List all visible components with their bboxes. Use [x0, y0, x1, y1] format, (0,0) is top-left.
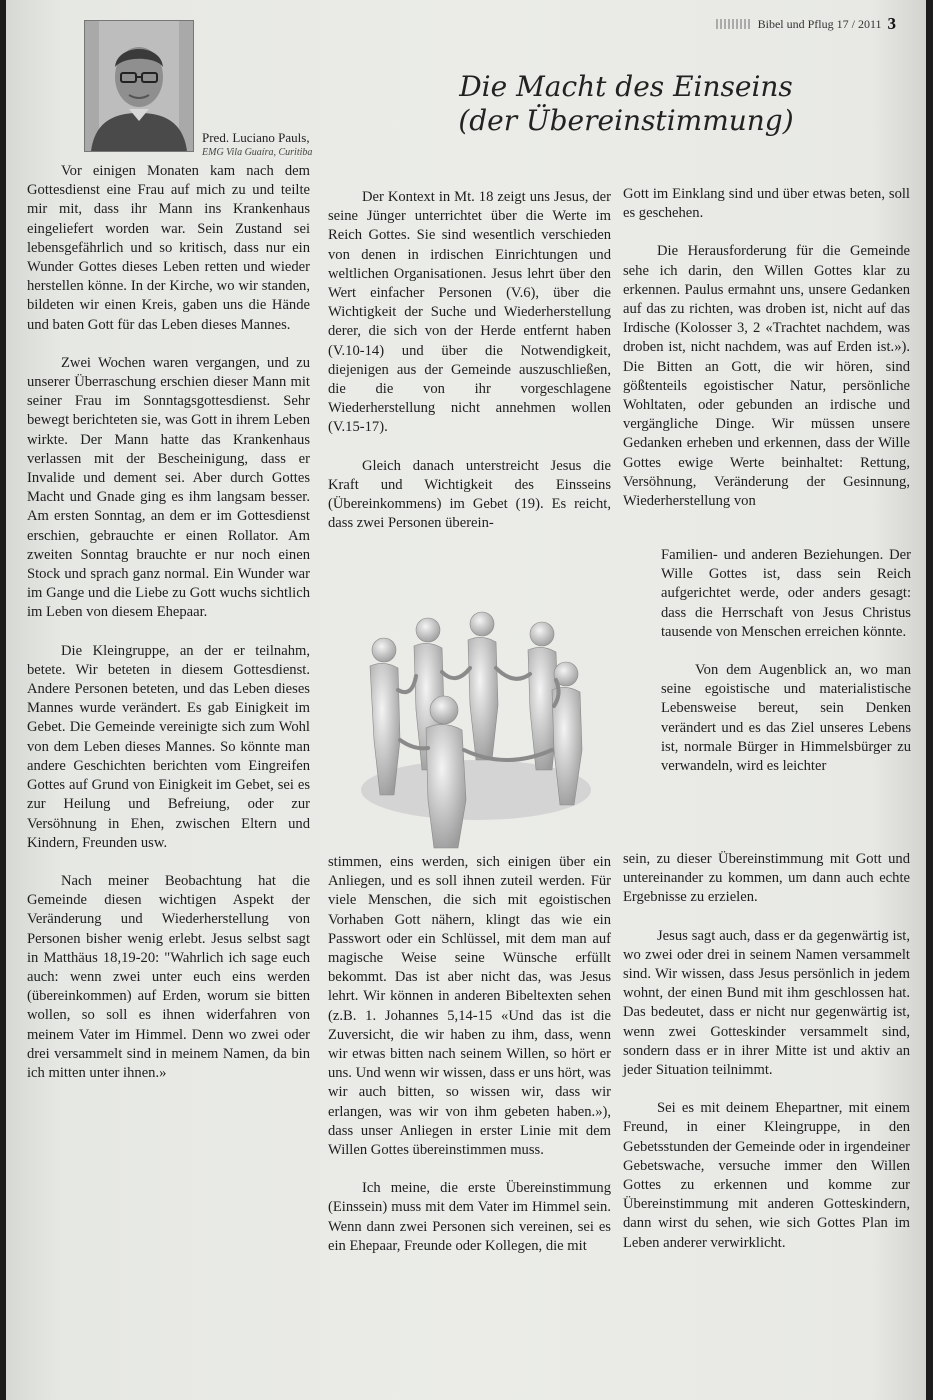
author-credit [202, 130, 312, 160]
author-name: Pred. Luciano Pauls, [202, 130, 310, 145]
paragraph: Die Herausforderung für die Gemeinde sehe ich darin, den Willen Gottes klar zu erkennen. Paulus ermahnt uns, unsere Gedanken auf das zu richten, was droben ist, nicht auf das Irdische (Kolosser 3, 2 «Trachtet nachdem, was droben ist, nicht nachdem, was auf Erden ist.»). Die Bitten an Gott, die wir hören, sind gößtenteils egoistischer Natur, persönliche Wohltaten, oder gebunden an irdische und vergängliche Dinge. Wir müssen unsere Gedanken erheben und erkennen, dass der Wille Gottes ewige Werte beinhaltet: Rettung, Versöhnung, Veränderung der Gesinnung, Wiederherstellung von [623, 243, 910, 510]
column-3-indented [661, 546, 911, 776]
circle-of-figures-icon [336, 590, 606, 850]
column-3-top [623, 185, 910, 511]
page-number: 3 [887, 14, 896, 33]
column-1 [27, 162, 310, 1083]
header-bar-decoration [716, 19, 752, 29]
paragraph: Die Kleingruppe, an der er teilnahm, betete. Wir beteten in diesem Gottesdienst. Andere Personen beteten, und das Leben dieses Mannes wurde verändert. Es gab Einigkeit im Gebet. Die Gemeinde vereinigte sich zum Wohl von dem Leben dieses Mannes. So könnte man andere Geschichten berichten vom Eingreifen Gottes auf Grund von Einigkeit im Gebet, sei es zur Heilung und Befreiung, oder zur Versöhnung in Ehen, zwischen Eltern und Kindern, Freunden usw. [27, 642, 310, 851]
column-2-bottom [328, 853, 611, 1256]
paragraph: Jesus sagt auch, dass er da gegenwärtig ist, wo zwei oder drei in seinem Namen versammelt sind. Wir wissen, dass Jesus persönlich in jedem wohnt, der einen Bund mit ihm geschlossen hat. Das bedeutet, dass er nicht nur gegenwärtig ist, wenn zwei Gotteskinder versammelt sind, sondern dass er in ihrer Mitte ist und aktiv an jeder Situation teilnimmt. [623, 927, 910, 1079]
page-header [716, 14, 896, 34]
paragraph: Der Kontext in Mt. 18 zeigt uns Jesus, der seine Jünger unterrichtet über die Werte im Reich Gottes. Sie sind wesentlich verschieden von denen in irdischen Einrichtungen und weltlichen Organisationen. Jesus lehrt über den Wert einfacher Personen (V.6), über die Wichtigkeit der Suche und Wiederherstellung derer, die sich von der Herde entfernt haben (V.10-14) und über die Notwendigkeit, diejenigen aus der Gemeinde auszuschließen, die die von ihr vorgeschlagene Wiederherstellung nicht annehmen wollen (V.15-17). [328, 189, 611, 436]
column-3-bottom [623, 850, 910, 1253]
magazine-page [6, 0, 926, 1400]
publication-name: Bibel und Pflug 17 / 2011 [757, 16, 882, 31]
paragraph: Nach meiner Beobachtung hat die Gemeinde diesen wichtigen Aspekt der Veränderung und Wiederherstellung von Personen bisher wenig erlebt. Jesus selbst sagt in Matthäus 18,19-20: "Wahrlich ich sage euch auch: wenn zwei unter euch eins werden (übereinkommen) auf Erden, worum sie bitten wollen, so soll es ihnen widerfahren von meinem Vater im Himmel. Denn wo zwei oder drei versammelt sind in meinem Namen, da bin ich mitten unter ihnen.» [27, 872, 310, 1081]
paragraph: Familien- und anderen Beziehungen. Der Wille Gottes ist, dass sein Reich aufgerichtet werde, oder anders gesagt: dass die Herrschaft von Jesus Christus tausende von Menschen erreichen könnte. [661, 547, 911, 640]
article-title-line1: Die Macht des Einseins [459, 70, 793, 103]
article-illustration [336, 590, 606, 850]
paragraph: Zwei Wochen waren vergangen, und zu unserer Überraschung erschien dieser Mann mit seiner Frau im Sonntagsgottesdienst. Sehr bewegt berichteten sie, was Gott in ihrem Leben wirkte. Der Mann hatte das Krankenhaus verlassen mit der Bescheinigung, dass er Invalide und dement sei. Aber durch Gottes Macht und Gnade ging es ihm langsam besser. Am ersten Sonntag, an dem er im Gottesdienst erschien, gebrauchte er einen Rollator. Am zweiten Sonntag brauchte er nur noch einen Stock und sprach ganz normal. Ein Wunder war im Gange und die Liebe zu Gott wuchs sichtlich im Leben von diesem Ehepaar. [27, 354, 310, 621]
author-portrait-icon [85, 21, 193, 151]
article-title [386, 70, 866, 138]
article-title-line2: (der Übereinstimmung) [458, 104, 794, 137]
paragraph: Gleich danach unterstreicht Jesus die Kraft und Wichtigkeit des Einsseins (Übereinkommens) im Gebet (19). Es reicht, dass zwei Personen überein- [328, 457, 611, 532]
paragraph: sein, zu dieser Übereinstimmung mit Gott und untereinander zu kommen, um dann auch echte Ergebnisse zu erzielen. [623, 851, 910, 906]
paragraph: stimmen, eins werden, sich einigen über ein Anliegen, und es soll ihnen zuteil werden. Für viele Menschen, die sich mit egoistischen Vorhaben Gott nähern, klingt das wie ein Passwort oder ein Schlüssel, mit dem man auf magische Weise seine Wünsche erfüllt bekommt. Das ist aber nicht das, was Jesus lehrt. Wir können in anderen Bibeltexten sehen (z.B. 1. Johannes 5,14-15 «Und das ist die Zuversicht, die wir haben zu ihm, dass, wenn wir etwas bitten nach seinem Willen, so hört er uns. Und wenn wir wissen, dass er uns hört, was wir auch bitten, so wissen wir, dass wir erlangen, was wir von ihm gebeten haben.»), dass unser Anliegen in erster Linie mit dem Willen Gottes übereinstimmen muss. [328, 854, 611, 1159]
paragraph: Von dem Augenblick an, wo man seine egoistische und materialistische Lebensweise bereut, sein Denken verändert und es das Ziel unseres Lebens ist, normale Bürger in Himmelsbürger zu verwandeln, wird es leichter [661, 662, 911, 775]
column-2-top [328, 188, 611, 533]
author-photo [84, 20, 194, 152]
author-organization: EMG Vila Guaíra, Curitiba [202, 147, 313, 158]
paragraph: Ich meine, die erste Übereinstimmung (Einssein) muss mit dem Vater im Himmel sein. Wenn dann zwei Personen sich vereinen, sei es ein Ehepaar, Freunde oder Kollegen, die mit [328, 1180, 611, 1254]
paragraph: Sei es mit deinem Ehepartner, mit einem Freund, in einer Kleingruppe, in den Gebetsstunden der Gemeinde oder in irgendeiner Gebetswache, versuche immer den Willen Gottes zu erkennen und komme zur Übereinstimmung mit anderen Gotteskindern, dann wirst du sehen, wie sich Gottes Plan im Leben anderer verwirklicht. [623, 1100, 910, 1251]
paragraph: Vor einigen Monaten kam nach dem Gottesdienst eine Frau auf mich zu und teilte mir mit, dass ihr Mann ins Krankenhaus eingeliefert worden war. Sein Zustand sei lebensgefährlich und so kritisch, dass nur ein Wunder Gottes dieses Leben retten und wieder herstellen könne. In der Kirche, wo wir standen, bildeten wir einen Kreis, gaben uns die Hände und baten Gott für das Leben dieses Mannes. [27, 163, 310, 333]
paragraph: Gott im Einklang sind und über etwas beten, soll es geschehen. [623, 186, 910, 222]
